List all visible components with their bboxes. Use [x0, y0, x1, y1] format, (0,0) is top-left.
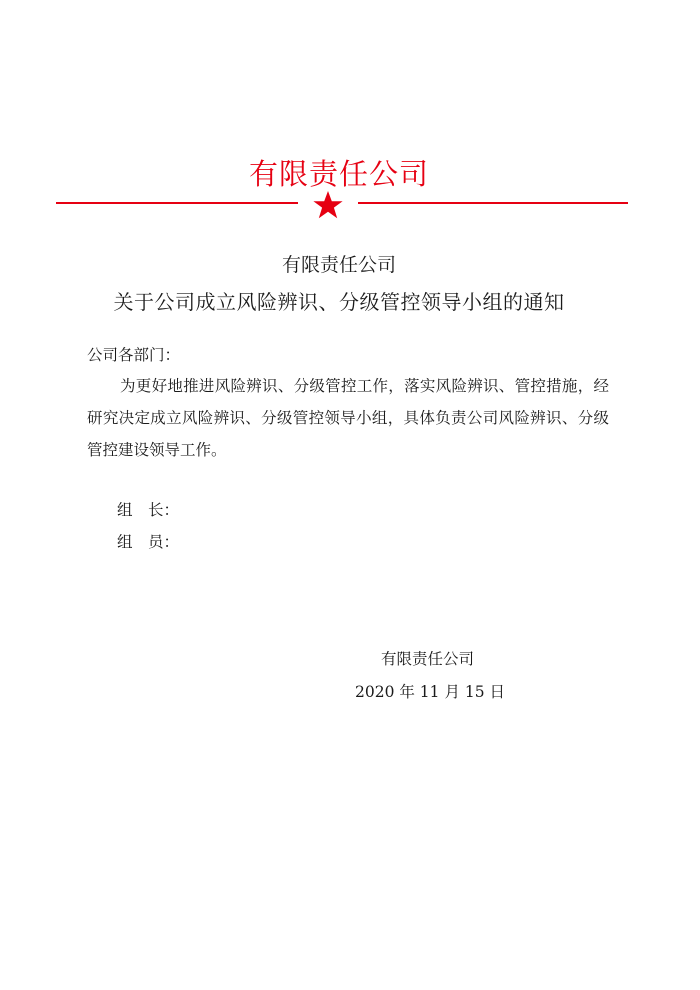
- signature-date: 2020 年 11 月 15 日: [355, 683, 506, 701]
- letterhead-red-rule-right: [358, 202, 628, 204]
- group-members-label: 组 员：: [117, 533, 180, 551]
- signature-company: 有限责任公司: [381, 650, 475, 668]
- document-title: 关于公司成立风险辨识、分级管控领导小组的通知: [113, 290, 565, 314]
- letterhead-company-name: 有限责任公司: [248, 157, 429, 191]
- salutation: 公司各部门：: [87, 346, 181, 364]
- body-paragraph: 为更好地推进风险辨识、分级管控工作，落实风险辨识、管控措施，经研究决定成立风险辨识、分级管控领导小组，具体负责公司风险辨识、分级管控建设领导工作。: [87, 377, 609, 459]
- letterhead-red-rule-left: [56, 202, 298, 204]
- star-icon: [312, 190, 344, 220]
- issuer-name: 有限责任公司: [281, 254, 396, 276]
- group-leader-label: 组 长：: [117, 501, 180, 519]
